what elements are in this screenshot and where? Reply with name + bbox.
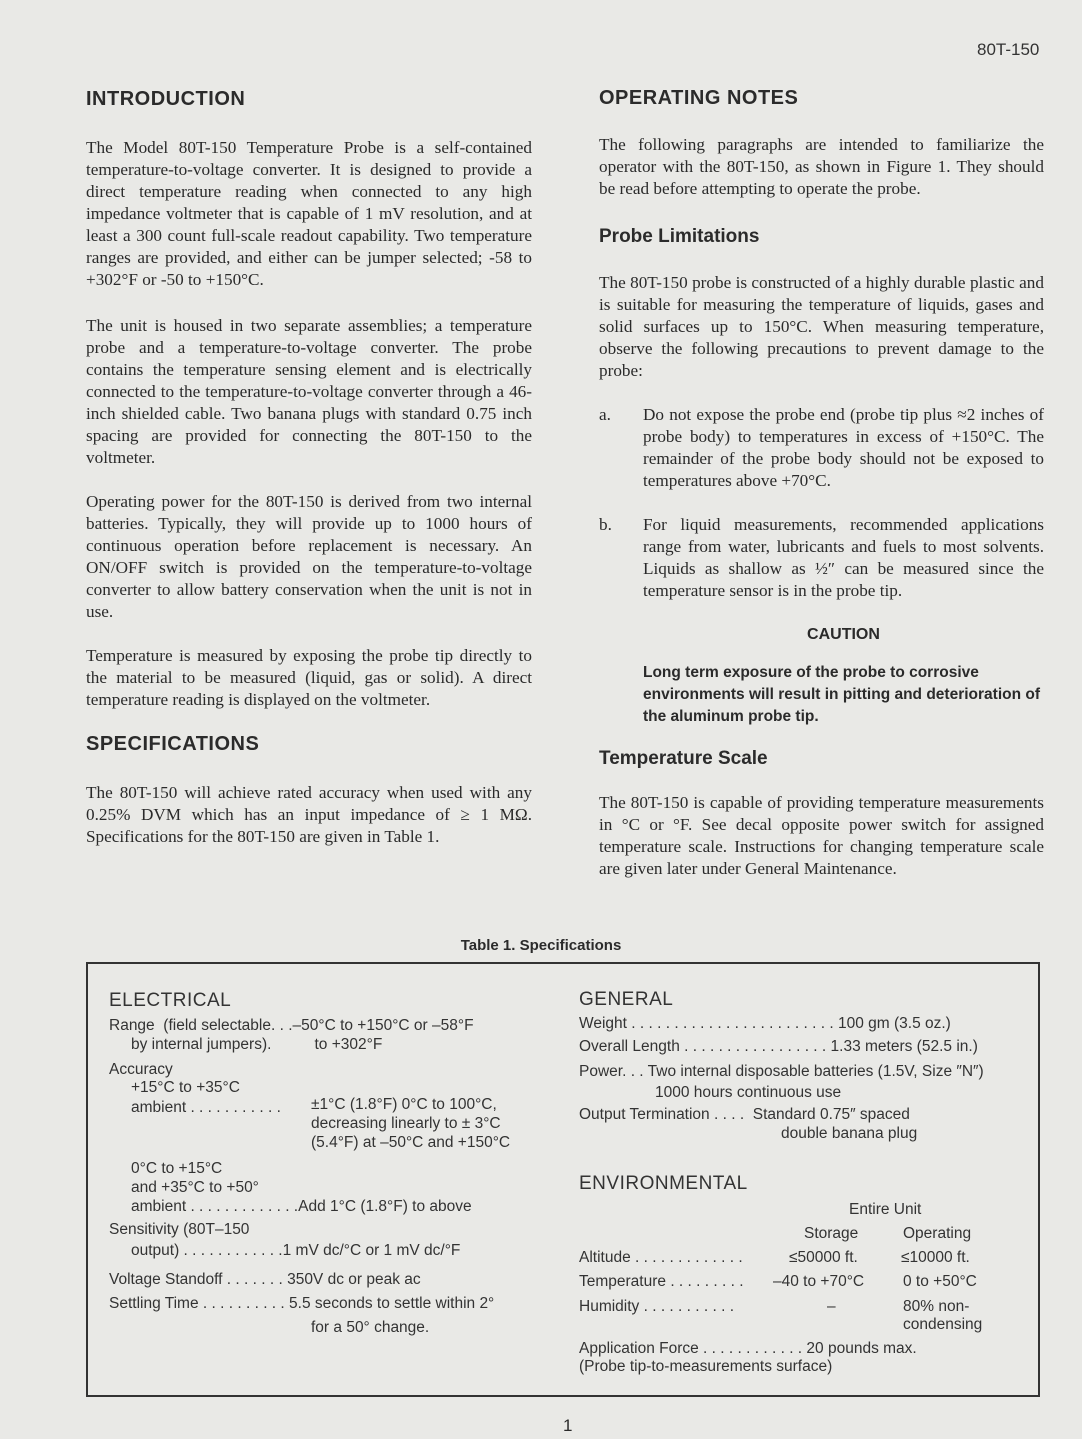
- environmental-heading: ENVIRONMENTAL: [579, 1173, 748, 1194]
- entire-unit-label: Entire Unit: [849, 1201, 922, 1218]
- accuracy-value-1: ±1°C (1.8°F) 0°C to 100°C,: [311, 1096, 497, 1113]
- output-termination-line-2: double banana plug: [781, 1125, 918, 1142]
- accuracy-range-2b: and +35°C to +50°: [131, 1179, 259, 1196]
- right-column: [599, 87, 1044, 880]
- list-item-text: For liquid measurements, recommended applications range from water, lubricants and fuels to most solvents. Liquids as shallow as ½″ can be measured since the temperature sensor is in the probe tip.: [643, 515, 1044, 600]
- accuracy-ambient-1: ambient . . . . . . . . . . .: [131, 1099, 281, 1116]
- temperature-operating: 0 to +50°C: [903, 1273, 977, 1290]
- accuracy-label: Accuracy: [109, 1061, 173, 1078]
- caution-text: Long term exposure of the probe to corrosive environments will result in pitting and deterioration of the aluminum probe tip.: [643, 664, 1040, 725]
- table-title: Table 1. Specifications: [460, 937, 622, 954]
- specifications-paragraph: The 80T-150 will achieve rated accuracy when used with any 0.25% DVM which has an input impedance of ≥ 1 MΩ. Specifications for the 80T-150 are given in Table 1.: [86, 783, 532, 846]
- humidity-label: Humidity . . . . . . . . . . .: [579, 1298, 735, 1315]
- power-line-1: Power. . . Two internal disposable batteries (1.5V, Size ″N″): [579, 1063, 984, 1080]
- operating-notes-heading: OPERATING NOTES: [599, 87, 799, 109]
- altitude-label: Altitude . . . . . . . . . . . . .: [579, 1249, 743, 1266]
- intro-paragraph-3: Operating power for the 80T-150 is derived from two internal batteries. Typically, they will provide up to 1000 hours of continuous operation before replacement is necessary. An ON/OFF switch is provided on the temperature-to-voltage converter to allow battery conservation when the unit is not in use.: [86, 492, 532, 621]
- settling-time-line-2: for a 50° change.: [311, 1319, 430, 1336]
- altitude-storage: ≤50000 ft.: [789, 1249, 858, 1266]
- introduction-heading: INTRODUCTION: [86, 88, 246, 110]
- range-line-2: by internal jumpers). to +302°F: [131, 1036, 383, 1053]
- limitations-paragraph: The 80T-150 probe is constructed of a highly durable plastic and is suitable for measuring the temperature of liquids, gases and solid surfaces up to 150°C. When measuring temperature, observe the following precautions to prevent damage to the probe:: [599, 273, 1044, 380]
- application-force-line-1: Application Force . . . . . . . . . . . . 20 pounds max.: [579, 1340, 917, 1357]
- specifications-table: [86, 962, 1040, 1397]
- range-line-1: Range (field selectable. . .–50°C to +150°C or –58°F: [109, 1017, 474, 1034]
- sensitivity-line-1: Sensitivity (80T–150: [109, 1221, 250, 1238]
- operating-column-label: Operating: [903, 1225, 972, 1242]
- accuracy-value-3: (5.4°F) at –50°C and +150°C: [311, 1134, 511, 1151]
- specifications-heading: SPECIFICATIONS: [86, 733, 260, 755]
- humidity-operating-line-1: 80% non-: [903, 1298, 970, 1315]
- output-termination-line-1: Output Termination . . . . Standard 0.75″ spaced: [579, 1106, 910, 1123]
- list-item: [599, 514, 1044, 602]
- accuracy-value-2: decreasing linearly to ± 3°C: [311, 1115, 501, 1132]
- application-force-line-2: (Probe tip-to-measurements surface): [579, 1358, 833, 1375]
- temperature-label: Temperature . . . . . . . . .: [579, 1273, 744, 1290]
- operating-paragraph: The following paragraphs are intended to familiarize the operator with the 80T-150, as shown in Figure 1. They should be read before attempting to operate the probe.: [599, 135, 1044, 198]
- page-number: 1: [563, 1416, 573, 1435]
- accuracy-range-1: +15°C to +35°C: [131, 1079, 240, 1096]
- list-marker: a.: [599, 405, 611, 424]
- altitude-operating: ≤10000 ft.: [901, 1249, 970, 1266]
- list-item: [599, 404, 1044, 492]
- power-line-2: 1000 hours continuous use: [655, 1084, 842, 1101]
- accuracy-ambient-2: ambient . . . . . . . . . . . . .Add 1°C (1.8°F) to above: [131, 1198, 472, 1215]
- general-heading: GENERAL: [579, 989, 674, 1010]
- weight-row: Weight . . . . . . . . . . . . . . . . . . . . . . . . 100 gm (3.5 oz.): [579, 1015, 951, 1032]
- settling-time-line-1: Settling Time . . . . . . . . . . 5.5 seconds to settle within 2°: [109, 1295, 495, 1312]
- caution-title: CAUTION: [807, 626, 880, 643]
- intro-paragraph-1: The Model 80T-150 Temperature Probe is a self-contained temperature-to-voltage converter. It is designed to provide a direct temperature reading when connected to any high impedance voltmeter that is capable of 1 mV resolution, and at least a 300 count full-scale readout capability. Two temperature ranges are provided, and either can be jumper selected; -58 to +302°F or -50 to +150°C.: [86, 138, 532, 289]
- humidity-operating-line-2: condensing: [903, 1316, 983, 1333]
- left-column: [86, 88, 532, 848]
- list-item-text: Do not expose the probe end (probe tip plus ≈2 inches of probe body) to temperatures in excess of +150°C. The remainder of the probe body should not be exposed to temperatures above +70°C.: [643, 405, 1044, 490]
- sensitivity-line-2: output) . . . . . . . . . . . .1 mV dc/°C or 1 mV dc/°F: [131, 1242, 461, 1259]
- list-marker: b.: [599, 515, 612, 534]
- probe-limitations-heading: Probe Limitations: [599, 226, 760, 247]
- temperature-storage: –40 to +70°C: [773, 1273, 865, 1290]
- voltage-standoff: Voltage Standoff . . . . . . . 350V dc or peak ac: [109, 1271, 421, 1288]
- intro-paragraph-2: The unit is housed in two separate assemblies; a temperature probe and a temperature-to-voltage converter. The probe contains the temperature sensing element and is electrically connected to the temperature-to-voltage converter through a 46-inch shielded cable. Two banana plugs with standard 0.75 inch spacing are provided for connecting the 80T-150 to the voltmeter.: [86, 316, 532, 467]
- temperature-scale-heading: Temperature Scale: [599, 748, 768, 769]
- humidity-storage: –: [827, 1298, 836, 1315]
- intro-paragraph-4: Temperature is measured by exposing the probe tip directly to the material to be measured (liquid, gas or solid). A direct temperature reading is displayed on the voltmeter.: [86, 646, 532, 709]
- temperature-scale-paragraph: The 80T-150 is capable of providing temperature measurements in °C or °F. See decal opposite power switch for assigned temperature scale. Instructions for changing temperature scale are given later under General Maintenance.: [599, 793, 1044, 878]
- document-number: 80T-150: [977, 40, 1040, 59]
- electrical-heading: ELECTRICAL: [109, 990, 232, 1011]
- storage-column-label: Storage: [804, 1225, 859, 1242]
- overall-length-row: Overall Length . . . . . . . . . . . . . . . . . 1.33 meters (52.5 in.): [579, 1038, 978, 1055]
- accuracy-range-2: 0°C to +15°C: [131, 1160, 223, 1177]
